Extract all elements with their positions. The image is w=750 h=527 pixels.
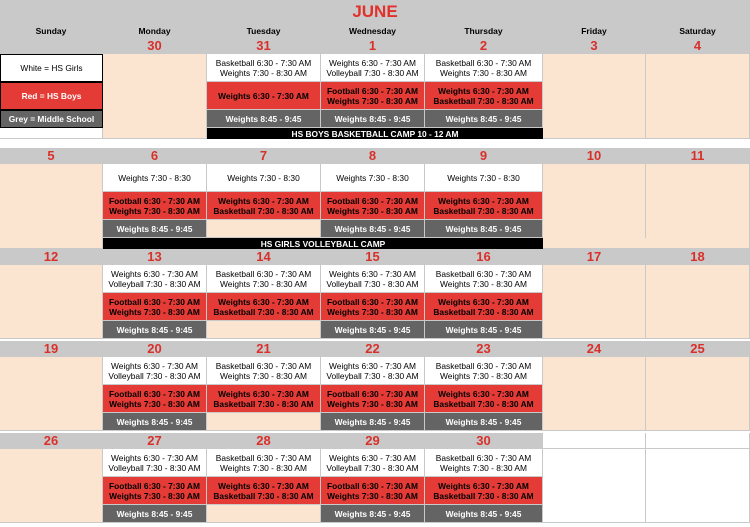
date-cell-line: 30 [147, 38, 162, 53]
date-cell-line: 28 [256, 433, 271, 448]
middle-school-slot-line: Weights 8:45 - 9:45 [116, 324, 193, 335]
hs-girls-slot-line: Weights 6:30 - 7:30 AM [329, 360, 416, 371]
empty-day-cell [646, 357, 750, 431]
middle-school-slot-line: Weights 8:45 - 9:45 [334, 113, 411, 124]
empty-day-cell [0, 265, 103, 339]
date-cell-line: 5 [47, 148, 55, 163]
hs-boys-slot-line: Football 6:30 - 7:30 AM [327, 388, 418, 399]
hs-girls-slot[interactable] [425, 54, 543, 82]
date-cell-line: 24 [586, 341, 602, 356]
hs-boys-slot[interactable] [207, 385, 321, 413]
month-title [0, 0, 750, 24]
middle-school-slot-line: Weights 8:45 - 9:45 [334, 416, 411, 427]
hs-boys-slot-line: Weights 6:30 - 7:30 AM [218, 90, 309, 101]
empty-day-cell [646, 265, 750, 339]
hs-girls-slot-line: Volleyball 7:30 - 8:30 AM [326, 370, 419, 381]
date-cell-line: 26 [43, 433, 59, 448]
date-cell[interactable] [207, 148, 321, 164]
date-cell[interactable] [646, 341, 750, 357]
day-header-thursday [425, 24, 543, 38]
date-cell[interactable] [321, 38, 425, 54]
hs-boys-slot-line: Weights 6:30 - 7:30 AM [218, 480, 309, 491]
middle-school-slot-line: Weights 8:45 - 9:45 [445, 223, 522, 234]
date-cell-line: 18 [690, 249, 705, 264]
middle-school-slot[interactable] [321, 413, 425, 431]
hs-boys-slot[interactable] [425, 477, 543, 505]
empty-slot [207, 220, 321, 238]
hs-girls-slot[interactable] [103, 449, 207, 477]
hs-girls-slot-line: Weights 7:30 - 8:30 [227, 172, 300, 183]
middle-school-slot-line: Weights 8:45 - 9:45 [225, 113, 302, 124]
hs-boys-slot[interactable] [207, 293, 321, 321]
month-title-line: JUNE [352, 2, 398, 21]
empty-slot [207, 505, 321, 523]
hs-boys-slot-line: Basketball 7:30 - 8:30 AM [213, 490, 314, 501]
date-cell-line: 3 [590, 38, 598, 53]
hs-girls-slot[interactable] [425, 449, 543, 477]
hs-girls-slot-line: Weights 7:30 - 8:30 AM [440, 462, 527, 473]
empty-slot [207, 413, 321, 431]
hs-boys-slot-line: Football 6:30 - 7:30 AM [109, 388, 200, 399]
empty-day-cell [646, 54, 750, 139]
hs-boys-slot-line: Weights 6:30 - 7:30 AM [438, 480, 529, 491]
hs-boys-slot[interactable] [321, 82, 425, 110]
empty-day-cell [0, 164, 103, 249]
date-cell-line: 25 [690, 341, 705, 356]
middle-school-slot-line: Weights 8:45 - 9:45 [116, 508, 193, 519]
hs-girls-slot-line: Basketball 6:30 - 7:30 AM [215, 360, 312, 371]
hs-boys-slot-line: Football 6:30 - 7:30 AM [327, 195, 418, 206]
hs-boys-slot-line: Weights 7:30 - 8:30 AM [109, 490, 200, 501]
date-cell[interactable] [646, 38, 750, 54]
hs-boys-slot-line: Basketball 7:30 - 8:30 AM [433, 95, 534, 106]
camp-banner-line: HS GIRLS VOLLEYBALL CAMP [260, 238, 386, 249]
date-cell[interactable] [543, 148, 646, 164]
date-cell-line: 31 [256, 38, 271, 53]
empty-day-cell [543, 449, 646, 523]
hs-girls-slot-line: Basketball 6:30 - 7:30 AM [435, 452, 532, 463]
hs-boys-slot-line: Basketball 7:30 - 8:30 AM [433, 490, 534, 501]
hs-boys-slot-line: Weights 6:30 - 7:30 AM [438, 388, 529, 399]
hs-girls-slot[interactable] [321, 357, 425, 385]
empty-day-cell [0, 357, 103, 431]
date-cell[interactable] [646, 249, 750, 265]
hs-boys-slot-line: Weights 7:30 - 8:30 AM [327, 490, 418, 501]
hs-boys-slot-line: Weights 7:30 - 8:30 AM [109, 205, 200, 216]
hs-girls-slot[interactable] [425, 164, 543, 192]
hs-boys-slot-line: Weights 6:30 - 7:30 AM [218, 388, 309, 399]
hs-girls-slot-line: Weights 7:30 - 8:30 AM [440, 67, 527, 78]
hs-boys-slot-line: Weights 6:30 - 7:30 AM [218, 296, 309, 307]
middle-school-slot[interactable] [321, 505, 425, 523]
middle-school-slot[interactable] [207, 110, 321, 128]
middle-school-slot[interactable] [103, 220, 207, 238]
middle-school-slot[interactable] [103, 505, 207, 523]
hs-girls-slot-line: Volleyball 7:30 - 8:30 AM [108, 278, 201, 289]
date-cell-line: 13 [147, 249, 162, 264]
hs-girls-slot-line: Basketball 6:30 - 7:30 AM [435, 268, 532, 279]
legend-middle-school-line: Grey = Middle School [8, 114, 95, 124]
camp-banner [207, 128, 543, 139]
day-header-monday [103, 24, 207, 38]
hs-girls-slot-line: Weights 6:30 - 7:30 AM [329, 452, 416, 463]
date-cell-line: 1 [368, 38, 377, 53]
date-cell[interactable] [543, 38, 646, 54]
empty-day-cell [646, 164, 750, 249]
hs-boys-slot-line: Basketball 7:30 - 8:30 AM [433, 306, 534, 317]
hs-girls-slot[interactable] [103, 265, 207, 293]
hs-boys-slot-line: Weights 6:30 - 7:30 AM [438, 195, 529, 206]
empty-cell [0, 128, 103, 139]
middle-school-slot-line: Weights 8:45 - 9:45 [445, 508, 522, 519]
date-cell[interactable] [425, 341, 543, 357]
hs-girls-slot[interactable] [321, 265, 425, 293]
hs-girls-slot[interactable] [321, 54, 425, 82]
date-cell-line: 15 [365, 249, 380, 264]
empty-cell [543, 238, 750, 249]
legend-hs-boys-line: Red = HS Boys [21, 91, 82, 101]
hs-boys-slot-line: Weights 7:30 - 8:30 AM [327, 398, 418, 409]
day-header-tuesday [207, 24, 321, 38]
hs-boys-slot[interactable] [103, 477, 207, 505]
hs-boys-slot-line: Basketball 7:30 - 8:30 AM [213, 398, 314, 409]
hs-girls-slot-line: Basketball 6:30 - 7:30 AM [215, 57, 312, 68]
hs-boys-slot[interactable] [207, 192, 321, 220]
hs-boys-slot[interactable] [103, 293, 207, 321]
hs-boys-slot-line: Football 6:30 - 7:30 AM [109, 195, 200, 206]
hs-girls-slot-line: Weights 6:30 - 7:30 AM [329, 268, 416, 279]
empty-day-cell [646, 449, 750, 523]
hs-girls-slot-line: Weights 6:30 - 7:30 AM [111, 360, 198, 371]
hs-boys-slot-line: Weights 6:30 - 7:30 AM [438, 296, 529, 307]
date-cell[interactable] [0, 433, 103, 449]
hs-girls-slot-line: Basketball 6:30 - 7:30 AM [435, 57, 532, 68]
hs-boys-slot-line: Basketball 7:30 - 8:30 AM [213, 205, 314, 216]
day-header-sunday [0, 24, 103, 38]
date-cell-line: 7 [259, 148, 268, 163]
hs-boys-slot[interactable] [207, 82, 321, 110]
date-cell-line: 2 [479, 38, 488, 53]
legend-hs-boys [0, 82, 103, 110]
date-cell[interactable] [207, 249, 321, 265]
day-header-tuesday-line: Tuesday [246, 25, 281, 36]
middle-school-slot-line: Weights 8:45 - 9:45 [445, 416, 522, 427]
date-cell[interactable] [425, 249, 543, 265]
hs-boys-slot[interactable] [321, 293, 425, 321]
day-header-sunday-line: Sunday [35, 25, 67, 36]
middle-school-slot[interactable] [321, 321, 425, 339]
middle-school-slot[interactable] [425, 505, 543, 523]
hs-girls-slot-line: Weights 7:30 - 8:30 [118, 172, 191, 183]
hs-boys-slot-line: Football 6:30 - 7:30 AM [327, 296, 418, 307]
hs-girls-slot[interactable] [321, 449, 425, 477]
hs-boys-slot[interactable] [207, 477, 321, 505]
middle-school-slot[interactable] [103, 413, 207, 431]
camp-banner [103, 238, 543, 249]
date-cell[interactable] [103, 249, 207, 265]
day-header-saturday [646, 24, 750, 38]
date-cell[interactable] [103, 341, 207, 357]
middle-school-slot[interactable] [321, 220, 425, 238]
date-cell[interactable] [0, 341, 103, 357]
date-cell[interactable] [321, 433, 425, 449]
date-cell[interactable] [646, 433, 750, 449]
date-cell[interactable] [103, 38, 207, 54]
empty-day-cell [543, 54, 646, 139]
date-cell-line: 12 [43, 249, 59, 264]
empty-day-cell [0, 449, 103, 523]
hs-girls-slot-line: Weights 7:30 - 8:30 AM [220, 278, 307, 289]
hs-girls-slot-line: Basketball 6:30 - 7:30 AM [435, 360, 532, 371]
hs-girls-slot-line: Volleyball 7:30 - 8:30 AM [326, 462, 419, 473]
date-cell[interactable] [543, 249, 646, 265]
empty-day-cell [543, 265, 646, 339]
date-cell[interactable] [425, 433, 543, 449]
camp-banner-line: HS BOYS BASKETBALL CAMP 10 - 12 AM [291, 128, 459, 139]
hs-girls-slot-line: Volleyball 7:30 - 8:30 AM [108, 370, 201, 381]
date-cell[interactable] [543, 433, 646, 449]
hs-boys-slot-line: Weights 6:30 - 7:30 AM [218, 195, 309, 206]
hs-boys-slot-line: Football 6:30 - 7:30 AM [109, 480, 200, 491]
hs-girls-slot-line: Weights 7:30 - 8:30 AM [220, 67, 307, 78]
date-cell[interactable] [0, 249, 103, 265]
hs-girls-slot-line: Weights 7:30 - 8:30 AM [220, 370, 307, 381]
legend-hs-girls-line: White = HS Girls [20, 63, 83, 73]
hs-boys-slot-line: Basketball 7:30 - 8:30 AM [433, 205, 534, 216]
day-header-wednesday [321, 24, 425, 38]
hs-boys-slot-line: Football 6:30 - 7:30 AM [327, 480, 418, 491]
middle-school-slot[interactable] [425, 321, 543, 339]
hs-girls-slot-line: Weights 7:30 - 8:30 [336, 172, 409, 183]
date-cell[interactable] [0, 38, 103, 54]
hs-girls-slot-line: Basketball 6:30 - 7:30 AM [215, 452, 312, 463]
legend-middle-school [0, 110, 103, 128]
date-cell-line: 30 [476, 433, 491, 448]
hs-boys-slot[interactable] [321, 385, 425, 413]
date-cell-line: 27 [147, 433, 162, 448]
hs-boys-slot-line: Basketball 7:30 - 8:30 AM [213, 306, 314, 317]
date-cell[interactable] [321, 249, 425, 265]
date-cell-line: 19 [43, 341, 59, 356]
hs-girls-slot[interactable] [103, 357, 207, 385]
hs-girls-slot[interactable] [425, 357, 543, 385]
date-cell[interactable] [207, 433, 321, 449]
date-cell-line: 16 [476, 249, 491, 264]
middle-school-slot-line: Weights 8:45 - 9:45 [445, 113, 522, 124]
hs-girls-slot[interactable] [207, 265, 321, 293]
hs-girls-slot-line: Volleyball 7:30 - 8:30 AM [326, 67, 419, 78]
hs-boys-slot-line: Weights 7:30 - 8:30 AM [327, 306, 418, 317]
hs-girls-slot[interactable] [207, 449, 321, 477]
date-cell-line: 4 [693, 38, 702, 53]
date-cell-line: 6 [150, 148, 159, 163]
hs-girls-slot-line: Volleyball 7:30 - 8:30 AM [108, 462, 201, 473]
date-cell[interactable] [321, 148, 425, 164]
hs-girls-slot[interactable] [321, 164, 425, 192]
hs-boys-slot-line: Weights 7:30 - 8:30 AM [109, 306, 200, 317]
empty-cell [0, 238, 103, 249]
hs-boys-slot-line: Weights 7:30 - 8:30 AM [327, 205, 418, 216]
date-cell-line: 20 [147, 341, 162, 356]
date-cell-line: 22 [365, 341, 380, 356]
hs-boys-slot-line: Football 6:30 - 7:30 AM [109, 296, 200, 307]
hs-girls-slot-line: Weights 6:30 - 7:30 AM [329, 57, 416, 68]
hs-boys-slot-line: Weights 7:30 - 8:30 AM [327, 95, 418, 106]
middle-school-slot[interactable] [103, 321, 207, 339]
date-cell-line: 14 [256, 249, 271, 264]
hs-boys-slot[interactable] [425, 82, 543, 110]
date-cell-line: 9 [479, 148, 488, 163]
date-cell-line: 11 [690, 148, 705, 163]
date-cell[interactable] [321, 341, 425, 357]
hs-boys-slot[interactable] [425, 293, 543, 321]
hs-girls-slot-line: Weights 7:30 - 8:30 AM [440, 370, 527, 381]
hs-girls-slot[interactable] [103, 164, 207, 192]
empty-slot [207, 321, 321, 339]
empty-day-cell [103, 54, 207, 139]
day-header-monday-line: Monday [138, 25, 171, 36]
hs-boys-slot[interactable] [321, 477, 425, 505]
middle-school-slot-line: Weights 8:45 - 9:45 [445, 324, 522, 335]
middle-school-slot-line: Weights 8:45 - 9:45 [334, 324, 411, 335]
legend-hs-girls [0, 54, 103, 82]
middle-school-slot-line: Weights 8:45 - 9:45 [116, 223, 193, 234]
middle-school-slot[interactable] [425, 110, 543, 128]
date-cell[interactable] [425, 38, 543, 54]
middle-school-slot[interactable] [425, 220, 543, 238]
date-cell[interactable] [646, 148, 750, 164]
hs-boys-slot-line: Football 6:30 - 7:30 AM [327, 85, 418, 96]
date-cell[interactable] [0, 148, 103, 164]
day-header-wednesday-line: Wednesday [348, 25, 397, 36]
date-cell[interactable] [103, 433, 207, 449]
hs-girls-slot-line: Weights 6:30 - 7:30 AM [111, 268, 198, 279]
date-cell[interactable] [103, 148, 207, 164]
hs-girls-slot[interactable] [207, 164, 321, 192]
date-cell-line: 10 [586, 148, 602, 163]
empty-day-cell [543, 357, 646, 431]
empty-day-cell [543, 164, 646, 249]
hs-girls-slot-line: Basketball 6:30 - 7:30 AM [215, 268, 312, 279]
hs-girls-slot[interactable] [207, 357, 321, 385]
hs-boys-slot[interactable] [425, 192, 543, 220]
hs-boys-slot[interactable] [103, 385, 207, 413]
hs-girls-slot-line: Weights 6:30 - 7:30 AM [111, 452, 198, 463]
date-cell-line: 21 [256, 341, 271, 356]
hs-girls-slot-line: Weights 7:30 - 8:30 AM [220, 462, 307, 473]
middle-school-slot[interactable] [321, 110, 425, 128]
middle-school-slot-line: Weights 8:45 - 9:45 [334, 223, 411, 234]
hs-girls-slot[interactable] [425, 265, 543, 293]
middle-school-slot[interactable] [425, 413, 543, 431]
date-cell[interactable] [207, 38, 321, 54]
date-cell-line: 29 [365, 433, 380, 448]
hs-girls-slot[interactable] [207, 54, 321, 82]
date-cell[interactable] [207, 341, 321, 357]
day-header-friday [543, 24, 646, 38]
date-cell[interactable] [425, 148, 543, 164]
day-header-friday-line: Friday [581, 25, 607, 36]
date-cell[interactable] [543, 341, 646, 357]
hs-boys-slot[interactable] [425, 385, 543, 413]
hs-boys-slot-line: Basketball 7:30 - 8:30 AM [433, 398, 534, 409]
date-cell-line: 17 [586, 249, 602, 264]
hs-girls-slot-line: Weights 7:30 - 8:30 AM [440, 278, 527, 289]
hs-boys-slot-line: Weights 7:30 - 8:30 AM [109, 398, 200, 409]
hs-girls-slot-line: Volleyball 7:30 - 8:30 AM [326, 278, 419, 289]
hs-girls-slot-line: Weights 7:30 - 8:30 [447, 172, 520, 183]
day-header-saturday-line: Saturday [679, 25, 716, 36]
hs-boys-slot-line: Weights 6:30 - 7:30 AM [438, 85, 529, 96]
date-cell-line: 8 [368, 148, 377, 163]
hs-boys-slot[interactable] [103, 192, 207, 220]
middle-school-slot-line: Weights 8:45 - 9:45 [334, 508, 411, 519]
middle-school-slot-line: Weights 8:45 - 9:45 [116, 416, 193, 427]
hs-boys-slot[interactable] [321, 192, 425, 220]
date-cell-line: 23 [476, 341, 491, 356]
day-header-thursday-line: Thursday [464, 25, 503, 36]
